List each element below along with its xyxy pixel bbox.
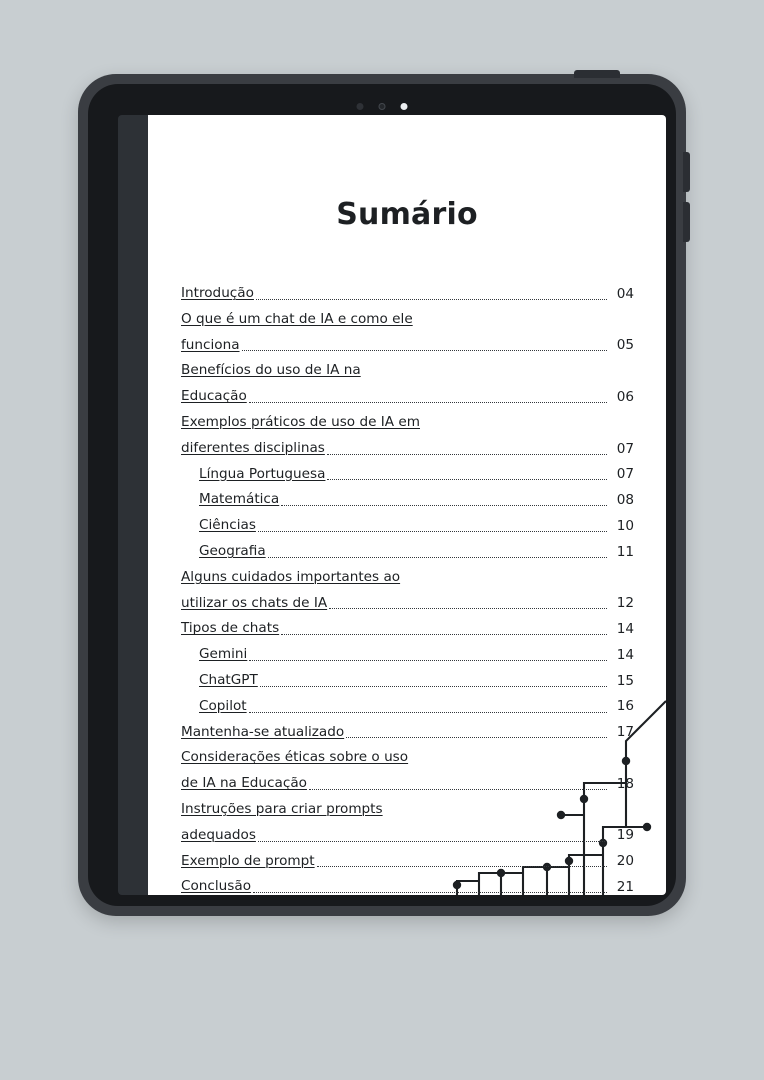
toc-page-number: 15 (616, 672, 634, 689)
toc-entry[interactable] (199, 461, 634, 486)
toc-leader-dots (253, 891, 607, 893)
toc-entry[interactable] (181, 306, 634, 331)
toc-entry-label[interactable]: Considerações éticas sobre o uso (181, 749, 409, 766)
sensor-cluster (357, 103, 408, 110)
toc-entry[interactable] (181, 822, 634, 847)
toc-entry[interactable] (199, 641, 634, 666)
toc-leader-dots (260, 685, 607, 687)
toc-entry-label-wrap (199, 538, 266, 563)
toc-entry[interactable] (181, 435, 634, 460)
toc-entry[interactable] (181, 744, 634, 769)
toc-page-number: 06 (616, 388, 634, 405)
toc-leader-dots (329, 607, 607, 609)
toc-entry-label[interactable]: adequados (181, 826, 256, 843)
toc-leader-dots (327, 453, 607, 455)
toc-entry-label-wrap (199, 512, 256, 537)
volume-down-button[interactable] (683, 202, 690, 242)
toc-entry-label[interactable]: Exemplos práticos de uso de IA em (181, 413, 420, 430)
toc-entry-label[interactable]: Geografia (199, 542, 266, 559)
toc-entry-label[interactable]: Educação (181, 388, 247, 405)
toc-page-number: 08 (616, 492, 634, 509)
toc-entry-label-wrap (199, 693, 247, 718)
toc-page-number: 20 (616, 853, 634, 870)
toc-entry-label-wrap (181, 409, 420, 434)
power-button[interactable] (574, 70, 620, 78)
toc-page-number: 18 (616, 775, 634, 792)
toc-entry-label-wrap (181, 796, 383, 821)
toc-page-number: 05 (616, 337, 634, 354)
toc-entry-label-wrap (199, 667, 258, 692)
flash-sensor-icon (401, 103, 408, 110)
toc-entry-label-wrap (181, 822, 256, 847)
toc-leader-dots (281, 504, 607, 506)
toc-entry-label[interactable]: Matemática (199, 491, 280, 508)
toc-entry-label-wrap (199, 641, 247, 666)
toc-entry-label[interactable]: Língua Portuguesa (199, 465, 326, 482)
toc-leader-dots (281, 633, 607, 635)
toc-leader-dots (258, 530, 607, 532)
toc-entry[interactable] (199, 486, 634, 511)
toc-entry-label-wrap (181, 383, 247, 408)
toc-entry[interactable] (181, 796, 634, 821)
toc-entry[interactable] (181, 615, 634, 640)
toc-entry[interactable] (199, 538, 634, 563)
toc-entry-label-wrap (181, 306, 413, 331)
toc-entry[interactable] (199, 693, 634, 718)
toc-page-number: 17 (616, 724, 634, 741)
toc-page-number: 12 (616, 595, 634, 612)
proximity-sensor-icon (357, 103, 364, 110)
toc-entry-label[interactable]: utilizar os chats de IA (181, 594, 328, 611)
toc-leader-dots (327, 478, 607, 480)
toc-leader-dots (317, 865, 607, 867)
tablet-device (78, 74, 686, 916)
toc-entry[interactable] (181, 332, 634, 357)
toc-entry-label-wrap (181, 770, 307, 795)
toc-leader-dots (249, 659, 607, 661)
toc-entry-label-wrap (181, 435, 325, 460)
toc-entry-label[interactable]: Conclusão (181, 878, 252, 895)
toc-entry-label[interactable]: Instruções para criar prompts (181, 800, 383, 817)
toc-entry[interactable] (181, 848, 634, 873)
toc-leader-dots (249, 711, 607, 713)
toc-entry[interactable] (181, 564, 634, 589)
toc-entry-label-wrap (181, 590, 327, 615)
toc-leader-dots (268, 556, 607, 558)
toc-entry-label[interactable]: ChatGPT (199, 671, 258, 688)
toc-leader-dots (256, 298, 607, 300)
toc-page-number: 10 (616, 517, 634, 534)
toc-entry-label[interactable]: Alguns cuidados importantes ao (181, 568, 401, 585)
tablet-screen[interactable] (118, 115, 666, 895)
toc-entry-label-wrap (181, 744, 408, 769)
toc-entry-label[interactable]: funciona (181, 336, 240, 353)
toc-entry-label-wrap (181, 280, 254, 305)
toc-entry[interactable] (181, 873, 634, 895)
toc-entry[interactable] (199, 512, 634, 537)
toc-entry-label[interactable]: Tipos de chats (181, 620, 280, 637)
toc-entry[interactable] (181, 590, 634, 615)
toc-entry[interactable] (181, 409, 634, 434)
toc-entry-label-wrap (199, 486, 279, 511)
toc-entry-label[interactable]: Gemini (199, 646, 248, 663)
toc-entry-label-wrap (181, 873, 251, 895)
toc-entry-label[interactable]: Introdução (181, 285, 254, 301)
toc-entry[interactable] (199, 667, 634, 692)
toc-entry-label[interactable]: Copilot (199, 697, 247, 714)
toc-entry-label-wrap (181, 848, 315, 873)
toc-page-number: 11 (616, 543, 634, 560)
toc-entry[interactable] (181, 280, 634, 305)
document-page[interactable] (148, 115, 666, 895)
toc-entry-label[interactable]: O que é um chat de IA e como ele (181, 310, 413, 327)
toc-page-number: 07 (616, 440, 634, 457)
toc-entry[interactable] (181, 383, 634, 408)
toc-page-number: 21 (616, 879, 634, 895)
toc-entry[interactable] (181, 770, 634, 795)
toc-leader-dots (346, 736, 607, 738)
volume-up-button[interactable] (683, 152, 690, 192)
toc-entry-label[interactable]: diferentes disciplinas (181, 439, 325, 456)
toc-page-number: 14 (616, 646, 634, 663)
toc-entry-label[interactable]: Exemplo de prompt (181, 852, 315, 869)
toc-entry-label-wrap (181, 719, 344, 744)
toc-page-number: 04 (616, 285, 634, 302)
toc-entry-label-wrap (181, 332, 240, 357)
page-title: Sumário (336, 197, 478, 232)
toc-page-number: 07 (616, 466, 634, 483)
toc-entry-label-wrap (181, 615, 279, 640)
toc-leader-dots (309, 788, 607, 790)
toc-entry[interactable] (181, 719, 634, 744)
toc-entry-label[interactable]: de IA na Educação (181, 775, 307, 792)
toc-entry-label[interactable]: Mantenha-se atualizado (181, 723, 345, 740)
toc-entry-label-wrap (181, 564, 400, 589)
toc-page-number: 19 (616, 827, 634, 844)
toc-leader-dots (258, 840, 607, 842)
front-camera-icon (379, 103, 386, 110)
toc-entry-label-wrap (199, 461, 325, 486)
toc-leader-dots (249, 401, 607, 403)
toc-leader-dots (242, 349, 607, 351)
toc-entry-label[interactable]: Benefícios do uso de IA na (181, 362, 361, 379)
toc-entry-label[interactable]: Ciências (199, 517, 256, 534)
tablet-bezel (88, 84, 676, 906)
toc-entry-label-wrap (181, 357, 361, 382)
toc-entry[interactable] (181, 357, 634, 382)
table-of-contents (181, 280, 634, 895)
toc-page-number: 14 (616, 621, 634, 638)
toc-page-number: 16 (616, 698, 634, 715)
